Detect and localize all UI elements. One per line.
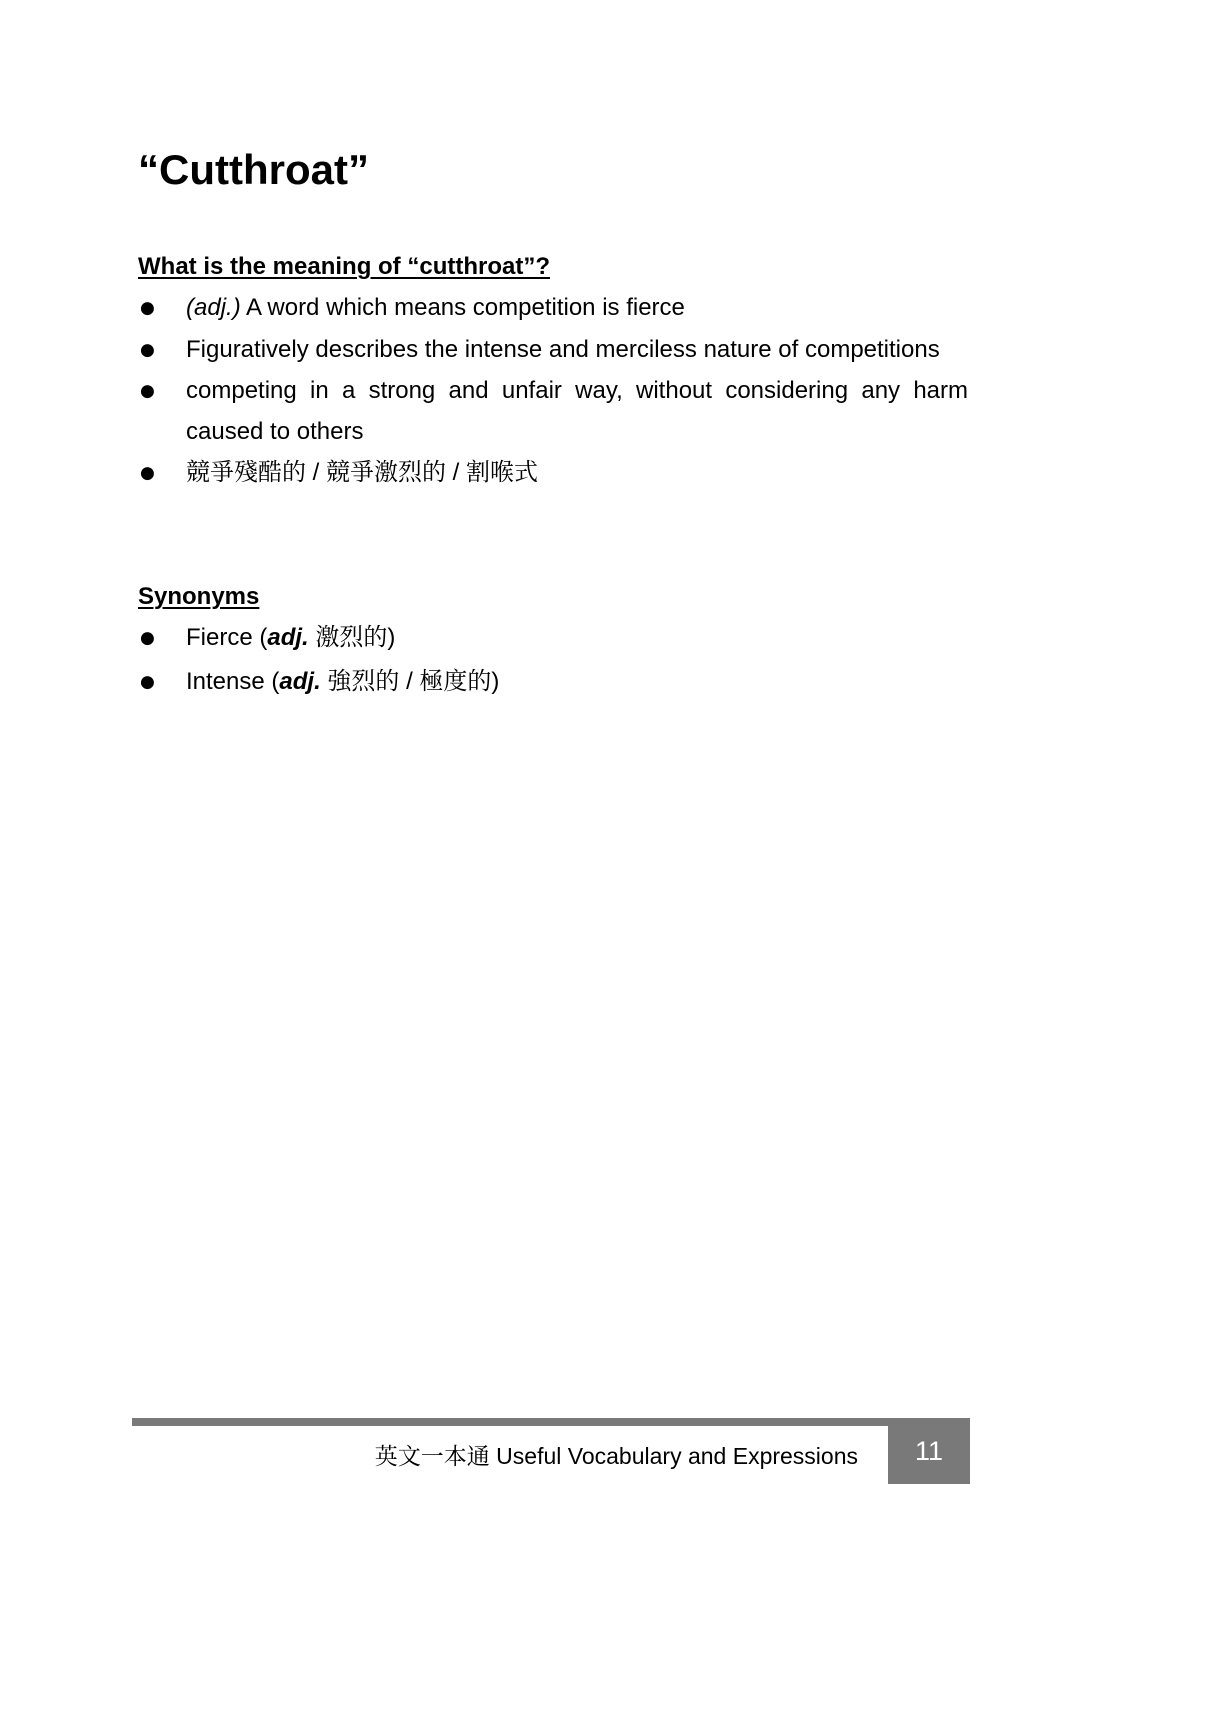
list-item <box>138 288 968 329</box>
part-of-speech: (adj.) <box>186 294 241 321</box>
part-of-speech: adj. <box>267 624 309 651</box>
bullet-icon: ● <box>140 381 155 401</box>
page-title: “Cutthroat” <box>138 146 369 193</box>
definition-text: Figuratively describes the intense and merciless nature of competitions <box>186 335 940 363</box>
list-item <box>138 371 968 452</box>
definition-text: competing in a strong and unfair way, without considering any harm caused to others <box>186 377 968 445</box>
chinese-translation: 競爭殘酷的 / 競爭激烈的 / 割喉式 <box>186 459 539 486</box>
part-of-speech: adj. <box>279 667 321 695</box>
meaning-list <box>138 288 968 495</box>
synonyms-heading: Synonyms <box>138 583 260 610</box>
synonym-translation: 激烈的) <box>308 624 396 651</box>
footer-book-title: 英文一本通 Useful Vocabulary and Expressions <box>374 1443 858 1469</box>
bullet-icon: ● <box>140 298 155 318</box>
bullet-icon: ● <box>140 463 155 483</box>
page-number: 11 <box>914 1436 944 1466</box>
synonym-translation: 強烈的 / 極度的) <box>320 667 500 695</box>
definition-text: A word which means competition is fierce <box>240 294 685 321</box>
meaning-heading: What is the meaning of “cutthroat”? <box>138 253 550 280</box>
bullet-icon: ● <box>140 339 155 360</box>
synonym-word: Intense ( <box>186 667 280 695</box>
synonym-list <box>138 618 968 705</box>
bullet-icon: ● <box>140 628 155 648</box>
list-item <box>138 618 968 659</box>
list-item <box>138 330 968 371</box>
footer-rule <box>132 1418 970 1426</box>
list-item <box>138 662 968 703</box>
page-number-box <box>888 1418 970 1484</box>
list-item <box>138 453 968 494</box>
synonym-word: Fierce ( <box>186 624 268 651</box>
bullet-icon: ● <box>140 671 155 692</box>
